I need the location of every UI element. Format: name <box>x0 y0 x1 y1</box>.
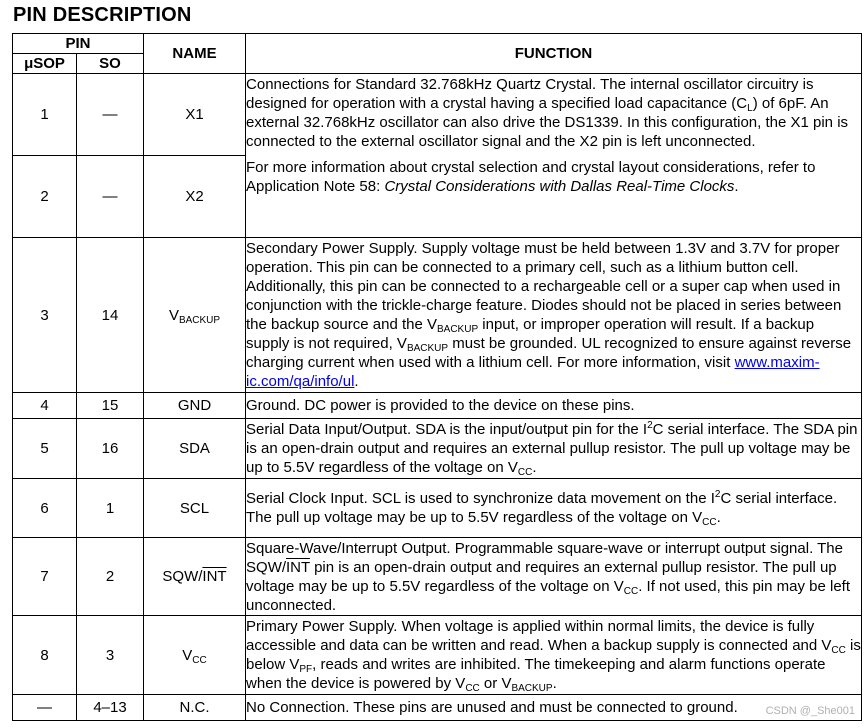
function-cell: Ground. DC power is provided to the device on these pins. <box>246 393 862 419</box>
pin-usop: — <box>13 695 77 721</box>
table-row <box>13 419 862 479</box>
ul-info-link[interactable]: www.maxim-ic.com/qa/info/ul <box>246 354 820 390</box>
pin-usop: 1 <box>13 74 77 156</box>
pin-usop: 5 <box>13 419 77 479</box>
table-row <box>13 479 862 538</box>
function-cell: Secondary Power Supply. Supply voltage must be held between 1.3V and 3.7V for proper operation. This pin can be connected to a primary cell, such as a lithium button cell. Additionally, this pin can be connected to a rechargeable cell or a super cap when used in conjunction with the trickle-charge feature. Diodes should not be placed in series between the backup source and the $V_{BACKUP}$ input, or improper operation will result. If a backup supply is not required, $V_{BACKUP}$ must be grounded. UL recognized to ensure against reverse charging current when used with a lithium cell. For more information, visit www.maxim-ic.com/qa/info/ul. <box>246 238 862 393</box>
pin-so: 1 <box>77 479 144 538</box>
table-row <box>13 616 862 695</box>
pin-so: 14 <box>77 238 144 393</box>
pin-usop: 7 <box>13 538 77 616</box>
table-row <box>13 74 862 156</box>
function-cell <box>246 74 862 238</box>
pin-name: SQW/$\overline{INT}$ <box>144 538 246 616</box>
pin-usop: 8 <box>13 616 77 695</box>
pin-so: 15 <box>77 393 144 419</box>
header-function: FUNCTION <box>246 34 862 74</box>
table-row <box>13 238 862 393</box>
pin-so: 2 <box>77 538 144 616</box>
pin-usop: 2 <box>13 156 77 238</box>
pin-usop: 3 <box>13 238 77 393</box>
page-title: PIN DESCRIPTION <box>13 4 192 26</box>
function-cell: Serial Clock Input. SCL is used to synchronize data movement on the $I^2C$ serial interface. The pull up voltage may be up to 5.5V regardless of the voltage on $V_{CC}$. <box>246 479 862 538</box>
header-usop: μSOP <box>13 54 77 74</box>
header-pin: PIN <box>13 34 144 54</box>
pin-name: X2 <box>144 156 246 238</box>
pin-so: 16 <box>77 419 144 479</box>
function-cell: Square-Wave/Interrupt Output. Programmable square-wave or interrupt output signal. The SQW/$\overline{INT}$ pin is an open-drain output and requires an external pullup resistor. The pull up voltage may be up to 5.5V regardless of the voltage on $V_{CC}$. If not used, this pin may be left unconnected. <box>246 538 862 616</box>
pin-so: — <box>77 74 144 156</box>
pin-name: GND <box>144 393 246 419</box>
pin-name: SCL <box>144 479 246 538</box>
pin-name: $V_{BACKUP}$ <box>144 238 246 393</box>
header-so: SO <box>77 54 144 74</box>
pin-usop: 4 <box>13 393 77 419</box>
watermark: CSDN @_She001 <box>765 705 855 717</box>
function-cell: Primary Power Supply. When voltage is applied within normal limits, the device is fully accessible and data can be written and read. When a backup supply is connected and $V_{CC}$ is below $V_{PF}$, reads and writes are inhibited. The timekeeping and alarm functions operate when the device is powered by $V_{CC}$ or $V_{BACKUP}$. <box>246 616 862 695</box>
pin-so: — <box>77 156 144 238</box>
pin-description-table <box>12 33 862 721</box>
pin-name: N.C. <box>144 695 246 721</box>
pin-usop: 6 <box>13 479 77 538</box>
header-name: NAME <box>144 34 246 74</box>
pin-so: 3 <box>77 616 144 695</box>
function-text: Connections for Standard 32.768kHz Quartz Crystal. The internal oscillator circuitry is designed for operation with a crystal having a specified load capacitance $(C_L)$ of 6pF. An external 32.768kHz oscillator can also drive the DS1339. In this configuration, the X1 pin is connected to the external oscillator signal and the X2 pin is left unconnected. <box>246 76 849 150</box>
pin-name: SDA <box>144 419 246 479</box>
table-row <box>13 538 862 616</box>
pin-so: 4–13 <box>77 695 144 721</box>
table-row <box>13 393 862 419</box>
pin-name: X1 <box>144 74 246 156</box>
function-cell: Serial Data Input/Output. SDA is the input/output pin for the $I^2C$ serial interface. The SDA pin is an open-drain output and requires an external pullup resistor. The pull up voltage may be up to 5.5V regardless of the voltage on $V_{CC}$. <box>246 419 862 479</box>
function-cell: No Connection. These pins are unused and must be connected to ground. <box>246 695 862 721</box>
function-note: For more information about crystal selection and crystal layout considerations, refer to Application Note 58: Crystal Considerations with Dallas Real-Time Clocks. <box>246 159 816 195</box>
table-row <box>13 695 862 721</box>
pin-name: $V_{CC}$ <box>144 616 246 695</box>
